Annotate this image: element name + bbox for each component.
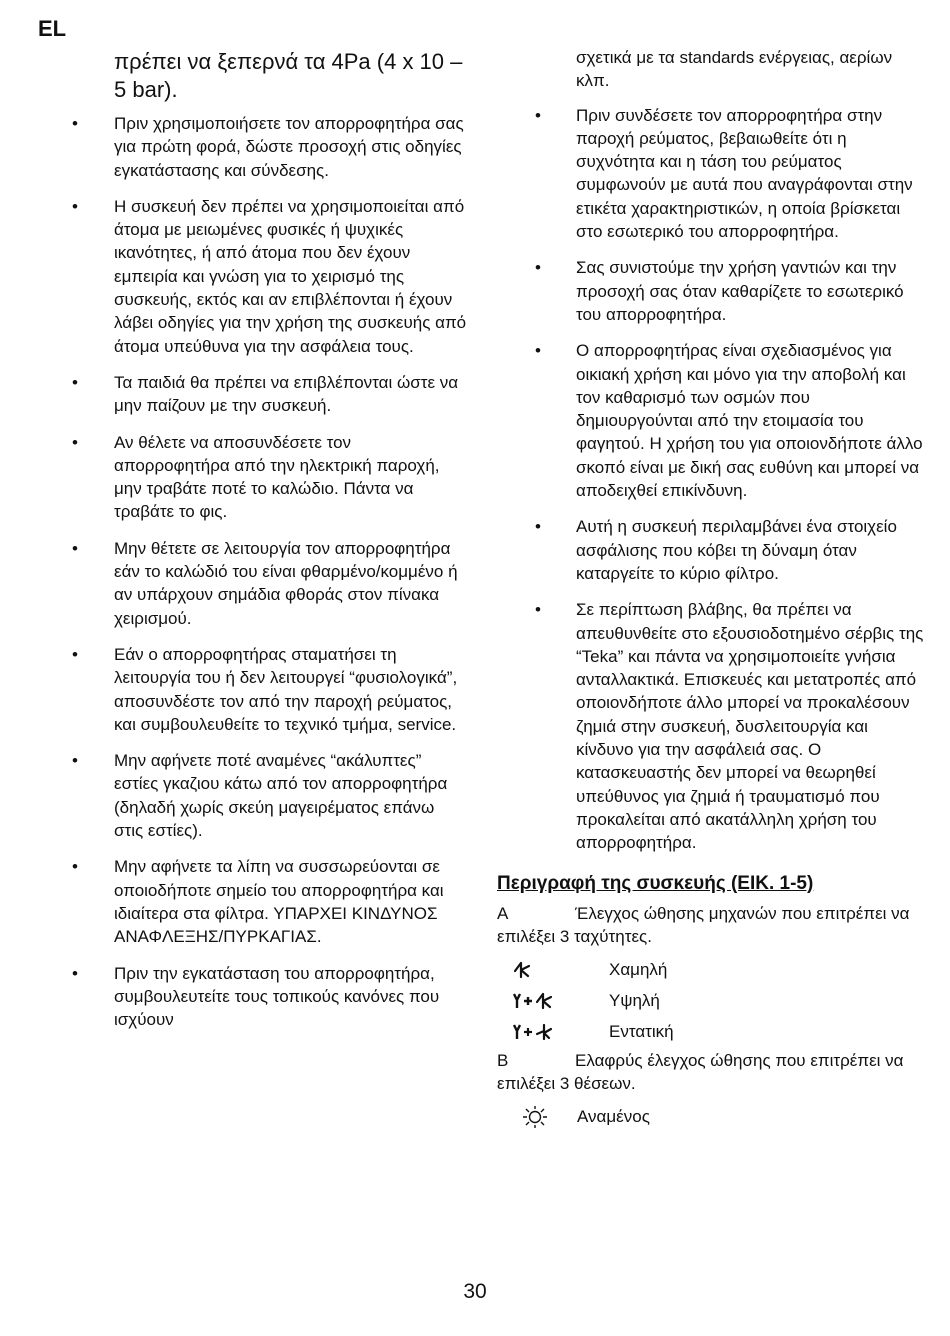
bullet-item: • Η συσκευή δεν πρέπει να χρησιμοποιείται από άτομα με μειωμένες φυσικές ή ψυχικές ικανότητες, ή από άτομα που δεν έχουν εμπειρία και γνώση για το χειρισμό της συσκευής, εκτός και αν επιβλέπονται ή έχουν λάβει οδηγίες για την χρήση της συσκευής από άτομα υπεύθυνα για την ασφάλεια τους. xyxy=(72,195,467,358)
item-a-text: Έλεγχος ώθησης μηχανών που επιτρέπει να επιλέξει 3 ταχύτητες. xyxy=(497,903,910,946)
item-a-letter: A xyxy=(497,903,509,923)
continuation-text: σχετικά με τα standards ενέργειας, αερίων κλπ. xyxy=(576,48,893,91)
light-label: Αναμένος xyxy=(577,1107,650,1127)
bullet-item: • Μην θέτετε σε λειτουργία τον απορροφητήρα εάν το καλώδιό του είναι φθαρμένο/κομμένο ή αν υπάρχουν σημάδια φθοράς στον πίνακα χειρισμού. xyxy=(72,537,467,630)
bullet-item: • Τα παιδιά θα πρέπει να επιβλέπονται ώστε να μην παίζουν με την συσκευή. xyxy=(72,371,467,418)
fan-low-icon xyxy=(497,959,609,981)
bullet-item: • Σε περίπτωση βλάβης, θα πρέπει να απευθυνθείτε στο εξουσιοδοτημένο σέρβις της “Teka” και πάντα να χρησιμοποιείτε γνήσια ανταλλακτικά. Επισκευές και μετατροπές από οποιονδήποτε άλλο μπορεί να προκαλέσουν ζημιά στην συσκευή, δυσλειτουργία και κίνδυνο για την ασφάλειά σας. Ο κατασκευαστής δεν μπορεί να θεωρηθεί υπεύθυνος για ζημιά ή τραυματισμό που προκαλείται από ακατάλληλη χρήση του απορροφητήρα. xyxy=(497,598,927,854)
light-row xyxy=(497,1102,927,1133)
fan-intensive-icon xyxy=(497,1021,609,1043)
bullet-item: • Ο απορροφητήρας είναι σχεδιασμένος για οικιακή χρήση και μόνο για την αποβολή και τον καθαρισμό των οσμών που δημιουργούνται από την ετοιμασία του φαγητού. Η χρήση του για οποιονδήποτε άλλο σκοπό είναι με δική σας ευθύνη και μπορεί να αποδειχθεί επικίνδυνη. xyxy=(497,339,927,502)
bullet-item: • Σας συνιστούμε την χρήση γαντιών και την προσοχή σας όταν καθαρίζετε το εσωτερικό του απορροφητήρα. xyxy=(497,256,927,326)
bullet-item: • Πριν χρησιμοποιήσετε τον απορροφητήρα σας για πρώτη φορά, δώστε προσοχή στις οδηγίες εγκατάστασης και σύνδεσης. xyxy=(72,112,467,182)
bullet-item: • Μην αφήνετε ποτέ αναμένες “ακάλυπτες” εστίες γκαζιου κάτω από τον απορροφητήρα (δηλαδή χωρίς σκεύη μαγειρέματος επάνω στις εστίες). xyxy=(72,749,467,842)
item-b-text: Ελαφρύς έλεγχος ώθησης που επιτρέπει να επιλέξει 3 θέσεων. xyxy=(497,1051,904,1094)
light-on-icon xyxy=(497,1105,577,1129)
speed-row-intensive xyxy=(497,1016,927,1047)
bullet-item: • Εάν ο απορροφητήρας σταματήσει τη λειτουργία του ή δεν λειτουργεί “φυσιολογικά”, αποσυνδέστε τον από την παροχή ρεύματος, και συμβουλευθείτε το τεχνικό τμήμα, service. xyxy=(72,643,467,736)
bullet-item: • Πριν συνδέσετε τον απορροφητήρα στην παροχή ρεύματος, βεβαιωθείτε ότι η συχνότητα και η τάση του ρεύματος συμφωνούν με αυτά που αναγράφονται στην ετικέτα χαρακτηριστικών, η οποία βρίσκεται στο εσωτερικό του απορροφητήρα. xyxy=(497,104,927,244)
section-title: Περιγραφή της συσκευής (ΕΙΚ. 1-5) xyxy=(497,872,814,894)
bullet-item: • Πριν την εγκατάσταση του απορροφητήρα, συμβουλευτείτε τους τοπικούς κανόνες που ισχύουν xyxy=(72,962,467,1032)
item-b xyxy=(497,1049,927,1096)
bullet-item: • Αν θέλετε να αποσυνδέσετε τον απορροφητήρα από την ηλεκτρική παροχή, μην τραβάτε ποτέ το καλώδιο. Πάντα να τραβάτε το φις. xyxy=(72,431,467,524)
item-b-letter: B xyxy=(497,1051,509,1071)
bullet-item: • Μην αφήνετε τα λίπη να συσσωρεύονται σε οποιοδήποτε σημείο του απορροφητήρα και ιδιαίτερα στα φίλτρα. ΥΠΑΡΧΕΙ ΚΙΝΔΥΝΟΣ ΑΝΑΦΛΕΞΗΣ/ΠΥΡΚΑΓΙΑΣ. xyxy=(72,855,467,948)
language-code: EL xyxy=(38,16,67,41)
left-column xyxy=(72,48,467,1044)
speed-label: Εντατική xyxy=(609,1021,674,1041)
page-number: 30 xyxy=(463,1280,487,1303)
left-bullet-list xyxy=(72,112,467,1031)
item-a xyxy=(497,902,927,949)
bullet-item: • Αυτή η συσκευή περιλαμβάνει ένα στοιχείο ασφάλισης που κόβει τη δύναμη όταν καταργείτε το κύριο φίλτρο. xyxy=(497,515,927,585)
lead-text: πρέπει να ξεπερνά τα 4Pa (4 x 10 –5 bar). xyxy=(114,49,463,102)
fan-high-icon xyxy=(497,990,609,1012)
speed-row-high xyxy=(497,985,927,1016)
right-bullet-list xyxy=(497,104,927,855)
speed-row-low xyxy=(497,954,927,985)
speed-label: Χαμηλή xyxy=(609,959,668,979)
right-column xyxy=(497,46,927,1133)
speed-label: Υψηλή xyxy=(609,990,660,1010)
